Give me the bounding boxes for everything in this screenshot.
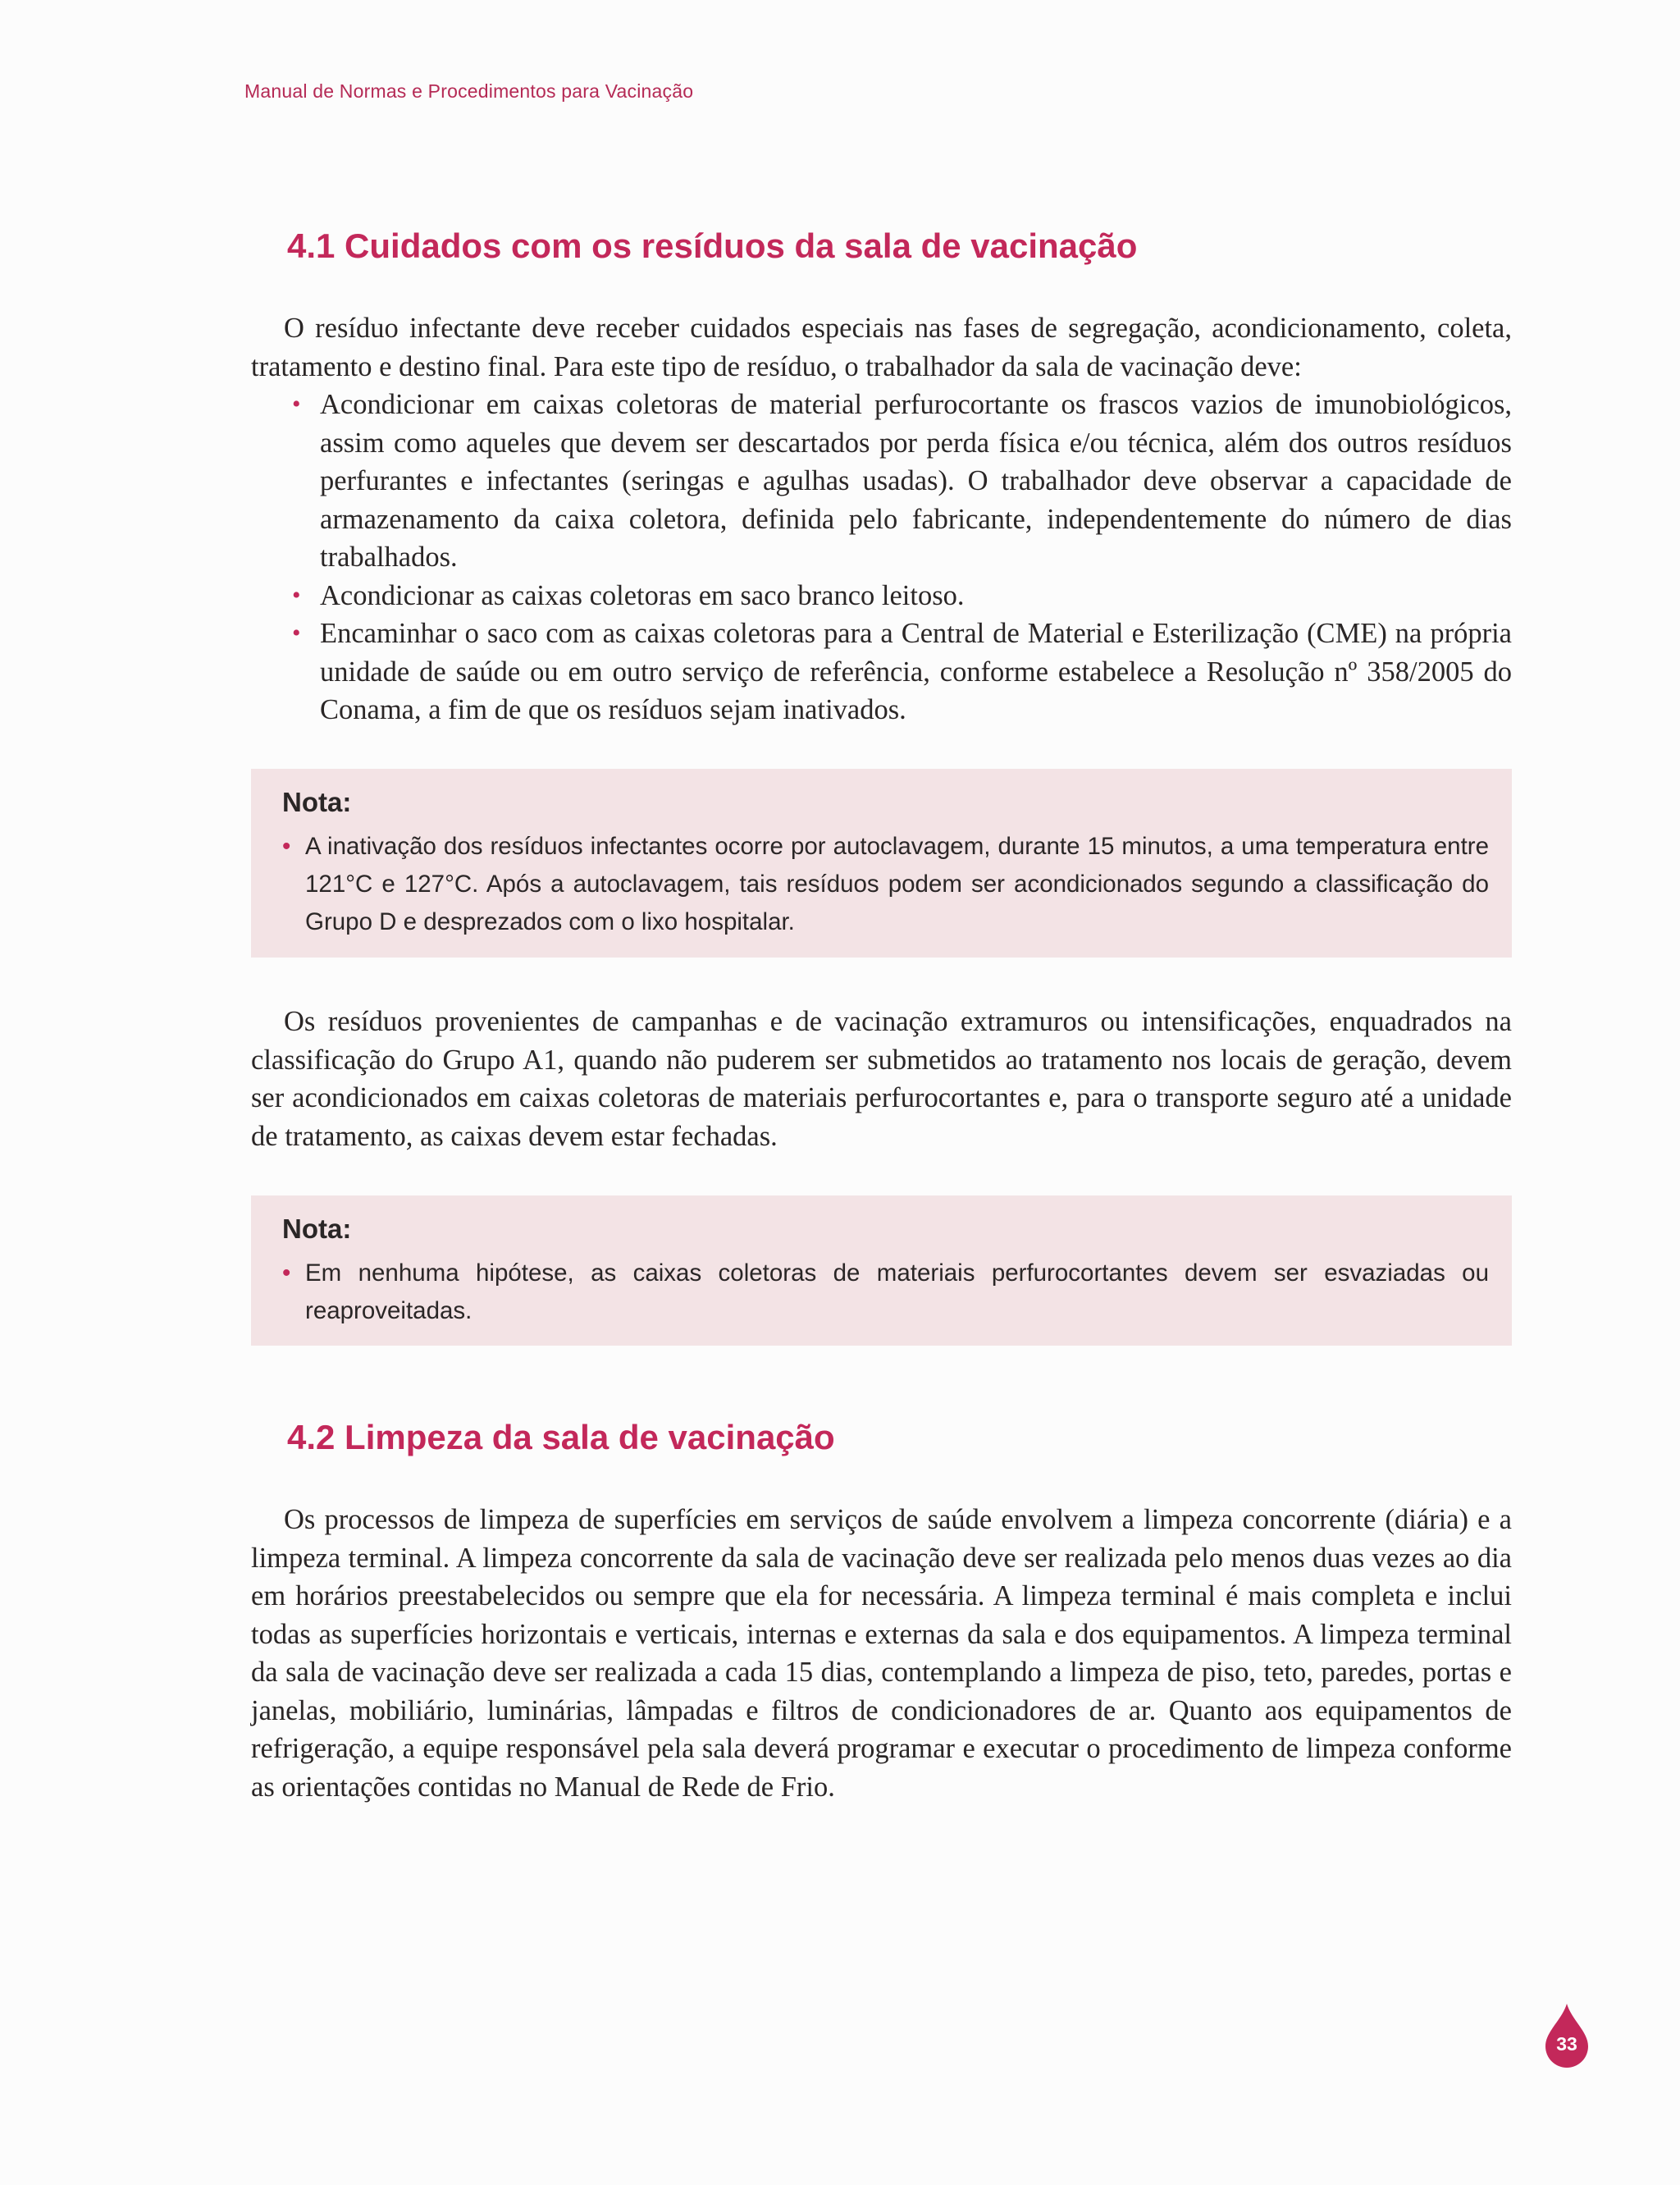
section-title-4-2: 4.2 Limpeza da sala de vacinação (287, 1418, 835, 1456)
list-item (251, 577, 1512, 615)
note-title: Nota: (282, 787, 352, 817)
waste-steps-list (251, 386, 1512, 729)
page-number: 33 (1556, 2033, 1577, 2055)
list-item (251, 615, 1512, 729)
paragraph-text: Os processos de limpeza de superfícies em serviços de saúde envolvem a limpeza concorrente (diária) e a limpeza terminal. A limpeza concorrente da sala de vacinação deve ser realizada pelo menos duas vezes ao dia em horários preestabelecidos ou sempre que ela for necessária. A limpeza terminal é mais completa e inclui todas as superfícies horizontais e verticais, internas e externas da sala e dos equipamentos. A limpeza terminal da sala de vacinação deve ser realizada a cada 15 dias, contemplando a limpeza de piso, teto, paredes, portas e janelas, mobiliário, luminárias, lâmpadas e filtros de condicionadores de ar. Quanto aos equipamentos de refrigeração, a equipe responsável pela sala deverá programar e executar o procedimento de limpeza conforme as orientações contidas no Manual de Rede de Frio. (251, 1504, 1512, 1803)
bullet-dot-icon: • (282, 833, 291, 860)
list-item (251, 386, 1512, 577)
list-item-text: Acondicionar as caixas coletoras em saco branco leitoso. (320, 579, 965, 611)
running-header: Manual de Normas e Procedimentos para Vacinação (244, 80, 694, 102)
note-box (251, 1195, 1512, 1346)
list-item-text: Encaminhar o saco com as caixas coletoras para a Central de Material e Esterilização (CME) na própria unidade de saúde ou em outro serviço de referência, conforme estabelece a Resolução nº 358/2005 do Conama, a fim de que os resíduos sejam inativados. (320, 618, 1512, 725)
bullet-dot-icon: • (292, 391, 301, 418)
list-item-text: Acondicionar em caixas coletoras de material perfurocortante os frascos vazios de imunobiológicos, assim como aqueles que devem ser descartados por perda física e/ou técnica, além dos outros resíduos perfurantes e infectantes (seringas e agulhas usadas). O trabalhador deve observar a capacidade de armazenamento da caixa coletora, definida pelo fabricante, independentemente do número de dias trabalhados. (320, 389, 1512, 573)
note-text: A inativação dos resíduos infectantes ocorre por autoclavagem, durante 15 minutos, a uma temperatura entre 121°C e 127°C. Após a autoclavagem, tais resíduos podem ser acondicionados segundo a classificação do Grupo D e desprezados com o lixo hospitalar. (305, 833, 1489, 935)
note-title: Nota: (282, 1214, 352, 1244)
paragraph-text: Os resíduos provenientes de campanhas e de vacinação extramuros ou intensificações, enquadrados na classificação do Grupo A1, quando não puderem ser submetidos ao tratamento nos locais de geração, devem ser acondicionados em caixas coletoras de materiais perfurocortantes e, para o transporte seguro até a unidade de tratamento, as caixas devem estar fechadas. (251, 1006, 1512, 1152)
bullet-dot-icon: • (292, 619, 301, 647)
page-number-badge (1544, 2002, 1590, 2068)
bullet-dot-icon: • (282, 1259, 291, 1287)
cleaning-paragraph (251, 1501, 1512, 1806)
note-item (277, 1255, 1489, 1330)
note-item (277, 828, 1489, 941)
intro-text: O resíduo infectante deve receber cuidados especiais nas fases de segregação, acondicionamento, coleta, tratamento e destino final. Para este tipo de resíduo, o trabalhador da sala de vacinação deve: (251, 313, 1512, 382)
note-text: Em nenhuma hipótese, as caixas coletoras de materiais perfurocortantes devem ser esvaziadas ou reaproveitadas. (305, 1259, 1489, 1324)
campaign-waste-paragraph (251, 1003, 1512, 1155)
intro-paragraph (251, 309, 1512, 386)
note-box (251, 769, 1512, 958)
bullet-dot-icon: • (292, 581, 301, 609)
section-title-4-1: 4.1 Cuidados com os resíduos da sala de vacinação (287, 226, 1138, 265)
